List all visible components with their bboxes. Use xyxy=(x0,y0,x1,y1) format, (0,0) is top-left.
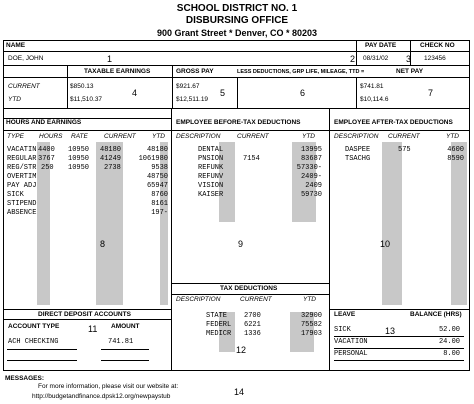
office-title: DISBURSING OFFICE xyxy=(185,15,289,26)
summary-current-label: CURRENT xyxy=(8,83,40,90)
before-tax-header-current: CURRENT xyxy=(237,133,269,140)
net-current: $741.81 xyxy=(360,83,384,90)
taxable-earnings-label: TAXABLE EARNINGS xyxy=(84,68,151,75)
account-type-value: ACH CHECKING xyxy=(8,338,59,346)
hours-header-ytd: YTD xyxy=(152,133,165,140)
check-no-label: CHECK NO xyxy=(420,42,455,49)
net-ytd: $10,114.6 xyxy=(360,96,389,103)
leave-balance-label: BALANCE (HRS) xyxy=(410,311,462,318)
gross-current: $921.67 xyxy=(176,83,200,90)
taxable-current: $850.13 xyxy=(70,83,94,90)
callout-12: 12 xyxy=(236,345,247,355)
before-tax-row-refunk: REFUNK xyxy=(198,164,224,172)
name-label: NAME xyxy=(6,42,26,49)
callout-6: 6 xyxy=(300,88,306,98)
after-tax-row-tsachg: TSACHG xyxy=(345,155,371,163)
tax-header-current: CURRENT xyxy=(240,296,272,303)
callout-10: 10 xyxy=(380,239,391,249)
messages-line-1: For more information, please visit our website at: xyxy=(38,383,179,390)
gross-ytd: $12,511.19 xyxy=(176,96,209,103)
after-tax-header-desc: DESCRIPTION xyxy=(334,133,379,140)
tax-row-state: STATE xyxy=(206,312,228,320)
deductions-label: LESS DEDUCTIONS, GRP LIFE, MILEAGE, TTD = xyxy=(237,69,365,75)
callout-14: 14 xyxy=(234,387,245,397)
callout-8: 8 xyxy=(100,239,106,249)
callout-11: 11 xyxy=(88,324,98,334)
net-pay-label: NET PAY xyxy=(396,68,424,75)
leave-title: LEAVE xyxy=(334,311,356,318)
pay-date-value: 08/31/02 xyxy=(363,55,389,62)
callout-4: 4 xyxy=(132,88,138,98)
hours-header-current: CURRENT xyxy=(104,133,136,140)
callout-13: 13 xyxy=(385,326,396,336)
leave-row-personal: PERSONAL xyxy=(334,350,368,358)
before-tax-row-refunv: REFUNV xyxy=(198,173,224,181)
gross-pay-label: GROSS PAY xyxy=(176,68,214,75)
callout-2: 2 xyxy=(350,54,356,64)
messages-label: MESSAGES: xyxy=(5,375,45,382)
tax-deductions-title: TAX DEDUCTIONS xyxy=(220,285,278,292)
deposit-amount-value: 741.81 xyxy=(108,338,134,346)
check-no-value: 123456 xyxy=(424,55,446,62)
after-tax-title: EMPLOYEE AFTER-TAX DEDUCTIONS xyxy=(334,119,453,126)
taxable-ytd: $11,510.37 xyxy=(70,96,103,103)
before-tax-title: EMPLOYEE BEFORE-TAX DEDUCTIONS xyxy=(176,119,301,126)
after-tax-header-ytd: YTD xyxy=(446,133,459,140)
messages-website-link[interactable]: http://budgetandfinance.dpsk12.org/newpaystub xyxy=(32,393,171,400)
org-title: SCHOOL DISTRICT NO. 1 xyxy=(176,3,298,14)
before-tax-row-dental: DENTAL xyxy=(198,146,224,154)
before-tax-row-vision: VISION xyxy=(198,182,224,190)
callout-9: 9 xyxy=(238,239,244,249)
tax-header-ytd: YTD xyxy=(303,296,316,303)
office-address: 900 Grant Street * Denver, CO * 80203 xyxy=(156,28,318,38)
tax-row-medicr: MEDICR xyxy=(206,330,232,338)
hours-header-hours: HOURS xyxy=(39,133,63,140)
before-tax-header-desc: DESCRIPTION xyxy=(176,133,221,140)
callout-3: 3 xyxy=(406,54,412,64)
tax-row-federl: FEDERL xyxy=(206,321,232,329)
direct-deposit-title: DIRECT DEPOSIT ACCOUNTS xyxy=(38,311,131,318)
callout-1: 1 xyxy=(107,54,113,64)
leave-row-sick: SICK xyxy=(334,326,351,334)
account-type-label: ACCOUNT TYPE xyxy=(8,323,60,330)
summary-ytd-label: YTD xyxy=(8,96,21,103)
pay-date-label: PAY DATE xyxy=(365,42,397,49)
after-tax-row-daspee: DASPEE xyxy=(345,146,371,154)
leave-row-vacation: VACATION xyxy=(334,338,368,346)
hours-header-type: TYPE xyxy=(7,133,24,140)
after-tax-header-current: CURRENT xyxy=(388,133,420,140)
before-tax-row-pnsion: PNSION xyxy=(198,155,224,163)
callout-7: 7 xyxy=(428,88,434,98)
callout-5: 5 xyxy=(220,88,226,98)
tax-header-desc: DESCRIPTION xyxy=(176,296,221,303)
employee-name: DOE, JOHN xyxy=(8,55,44,62)
amount-label: AMOUNT xyxy=(111,323,140,330)
before-tax-header-ytd: YTD xyxy=(302,133,315,140)
before-tax-row-kaiser: KAISER xyxy=(198,191,224,199)
hours-header-rate: RATE xyxy=(71,133,88,140)
hours-earnings-title: HOURS AND EARNINGS xyxy=(6,119,82,126)
